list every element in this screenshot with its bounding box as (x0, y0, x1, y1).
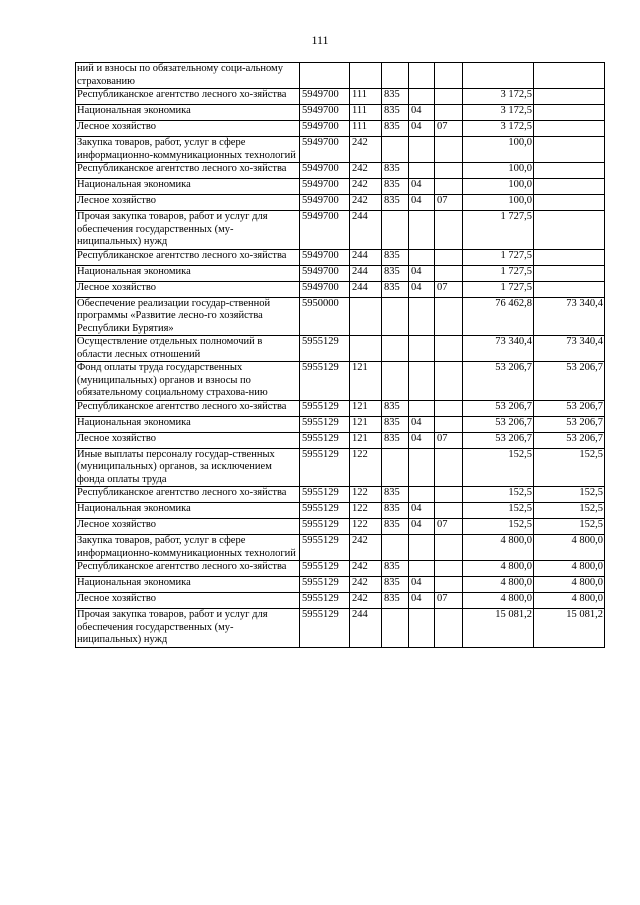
amount-year-1-cell: 53 206,7 (463, 432, 534, 448)
target-article-cell: 5955129 (300, 432, 350, 448)
amount-year-1-cell: 1 727,5 (463, 281, 534, 297)
table-row (76, 297, 605, 336)
subsection-code-cell (435, 577, 463, 593)
expense-type-cell: 242 (350, 535, 382, 561)
expense-name-cell: Национальная экономика (76, 105, 300, 121)
expense-name-cell: Осуществление отдельных полномочий в области лесных отношений (76, 336, 300, 362)
table-row (76, 487, 605, 503)
expense-name-cell: Республиканское агентство лесного хо-зяйства (76, 249, 300, 265)
expense-type-cell: 242 (350, 163, 382, 179)
administrator-code-cell (382, 137, 409, 163)
expense-name-cell: Республиканское агентство лесного хо-зяйства (76, 89, 300, 105)
target-article-cell: 5949700 (300, 281, 350, 297)
target-article-cell: 5955129 (300, 416, 350, 432)
section-code-cell (409, 297, 435, 336)
administrator-code-cell: 835 (382, 163, 409, 179)
table-row (76, 336, 605, 362)
amount-year-2-cell: 4 800,0 (534, 577, 605, 593)
section-code-cell (409, 609, 435, 648)
amount-year-1-cell: 100,0 (463, 195, 534, 211)
expense-type-cell: 242 (350, 137, 382, 163)
administrator-code-cell: 835 (382, 577, 409, 593)
amount-year-2-cell: 53 206,7 (534, 416, 605, 432)
amount-year-2-cell: 73 340,4 (534, 336, 605, 362)
target-article-cell: 5949700 (300, 179, 350, 195)
section-code-cell: 04 (409, 593, 435, 609)
administrator-code-cell: 835 (382, 249, 409, 265)
target-article-cell: 5955129 (300, 362, 350, 401)
expense-type-cell: 242 (350, 195, 382, 211)
table-row (76, 535, 605, 561)
expense-type-cell: 121 (350, 362, 382, 401)
administrator-code-cell: 835 (382, 503, 409, 519)
table-row (76, 211, 605, 250)
subsection-code-cell (435, 503, 463, 519)
amount-year-1-cell: 76 462,8 (463, 297, 534, 336)
target-article-cell: 5955129 (300, 593, 350, 609)
administrator-code-cell (382, 609, 409, 648)
table-row (76, 448, 605, 487)
amount-year-1-cell: 15 081,2 (463, 609, 534, 648)
subsection-code-cell (435, 535, 463, 561)
expense-type-cell: 242 (350, 179, 382, 195)
subsection-code-cell (435, 561, 463, 577)
amount-year-2-cell (534, 265, 605, 281)
table-row (76, 432, 605, 448)
amount-year-2-cell (534, 163, 605, 179)
amount-year-1-cell: 152,5 (463, 487, 534, 503)
expense-name-cell: Национальная экономика (76, 577, 300, 593)
section-code-cell (409, 400, 435, 416)
subsection-code-cell: 07 (435, 121, 463, 137)
expense-name-cell: Лесное хозяйство (76, 432, 300, 448)
amount-year-1-cell: 3 172,5 (463, 89, 534, 105)
table-row (76, 89, 605, 105)
administrator-code-cell: 835 (382, 519, 409, 535)
administrator-code-cell: 835 (382, 561, 409, 577)
subsection-code-cell (435, 163, 463, 179)
expense-type-cell: 121 (350, 400, 382, 416)
section-code-cell: 04 (409, 519, 435, 535)
expense-name-cell: Иные выплаты персоналу государ-ственных (муниципальных) органов, за исключением фонда оплаты труда (76, 448, 300, 487)
table-row (76, 281, 605, 297)
expense-name-cell: Лесное хозяйство (76, 121, 300, 137)
amount-year-2-cell: 4 800,0 (534, 593, 605, 609)
expense-type-cell: 122 (350, 448, 382, 487)
expense-type-cell (350, 63, 382, 89)
amount-year-1-cell: 1 727,5 (463, 211, 534, 250)
amount-year-2-cell (534, 121, 605, 137)
administrator-code-cell (382, 535, 409, 561)
expense-name-cell: Республиканское агентство лесного хо-зяйства (76, 400, 300, 416)
expense-type-cell: 242 (350, 561, 382, 577)
expense-name-cell: Лесное хозяйство (76, 281, 300, 297)
table-row (76, 121, 605, 137)
target-article-cell: 5955129 (300, 519, 350, 535)
target-article-cell: 5955129 (300, 535, 350, 561)
section-code-cell: 04 (409, 105, 435, 121)
administrator-code-cell: 835 (382, 416, 409, 432)
amount-year-2-cell: 152,5 (534, 519, 605, 535)
expense-type-cell: 111 (350, 89, 382, 105)
subsection-code-cell: 07 (435, 593, 463, 609)
amount-year-1-cell: 53 206,7 (463, 400, 534, 416)
expense-name-cell: Лесное хозяйство (76, 593, 300, 609)
target-article-cell: 5955129 (300, 561, 350, 577)
table-row (76, 400, 605, 416)
administrator-code-cell: 835 (382, 195, 409, 211)
target-article-cell: 5949700 (300, 211, 350, 250)
subsection-code-cell (435, 448, 463, 487)
section-code-cell (409, 163, 435, 179)
table-row (76, 265, 605, 281)
administrator-code-cell (382, 362, 409, 401)
amount-year-2-cell (534, 249, 605, 265)
section-code-cell: 04 (409, 503, 435, 519)
expense-name-cell: Лесное хозяйство (76, 519, 300, 535)
table-row (76, 105, 605, 121)
target-article-cell: 5955129 (300, 487, 350, 503)
target-article-cell: 5949700 (300, 195, 350, 211)
amount-year-2-cell: 4 800,0 (534, 535, 605, 561)
expense-type-cell: 244 (350, 265, 382, 281)
expense-type-cell: 244 (350, 249, 382, 265)
subsection-code-cell: 07 (435, 281, 463, 297)
amount-year-1-cell: 53 206,7 (463, 362, 534, 401)
expense-name-cell: Закупка товаров, работ, услуг в сфере информационно-коммуникационных технологий (76, 535, 300, 561)
target-article-cell: 5955129 (300, 503, 350, 519)
subsection-code-cell (435, 400, 463, 416)
amount-year-2-cell (534, 179, 605, 195)
amount-year-2-cell: 15 081,2 (534, 609, 605, 648)
expense-type-cell: 122 (350, 487, 382, 503)
table-row (76, 503, 605, 519)
section-code-cell (409, 362, 435, 401)
expense-name-cell: Закупка товаров, работ, услуг в сфере информационно-коммуникационных технологий (76, 137, 300, 163)
subsection-code-cell (435, 137, 463, 163)
table-row (76, 195, 605, 211)
table-row (76, 137, 605, 163)
section-code-cell (409, 89, 435, 105)
expense-type-cell (350, 297, 382, 336)
amount-year-1-cell (463, 63, 534, 89)
amount-year-2-cell (534, 137, 605, 163)
section-code-cell: 04 (409, 577, 435, 593)
administrator-code-cell: 835 (382, 593, 409, 609)
target-article-cell: 5955129 (300, 400, 350, 416)
amount-year-1-cell: 4 800,0 (463, 535, 534, 561)
expense-name-cell: Прочая закупка товаров, работ и услуг для обеспечения государственных (му-ниципальных) нужд (76, 609, 300, 648)
amount-year-2-cell (534, 281, 605, 297)
amount-year-1-cell: 3 172,5 (463, 121, 534, 137)
table-row (76, 63, 605, 89)
target-article-cell: 5955129 (300, 577, 350, 593)
table-body (76, 63, 605, 648)
expense-type-cell: 111 (350, 121, 382, 137)
amount-year-2-cell (534, 89, 605, 105)
subsection-code-cell: 07 (435, 519, 463, 535)
expense-type-cell: 244 (350, 281, 382, 297)
section-code-cell (409, 137, 435, 163)
target-article-cell: 5955129 (300, 609, 350, 648)
administrator-code-cell: 835 (382, 432, 409, 448)
amount-year-2-cell: 152,5 (534, 448, 605, 487)
amount-year-1-cell: 152,5 (463, 448, 534, 487)
subsection-code-cell (435, 609, 463, 648)
amount-year-1-cell: 100,0 (463, 137, 534, 163)
table-row (76, 163, 605, 179)
subsection-code-cell (435, 336, 463, 362)
section-code-cell (409, 487, 435, 503)
subsection-code-cell: 07 (435, 432, 463, 448)
subsection-code-cell (435, 211, 463, 250)
page-number: 111 (311, 33, 329, 47)
amount-year-1-cell: 3 172,5 (463, 105, 534, 121)
expense-name-cell: Национальная экономика (76, 265, 300, 281)
subsection-code-cell (435, 179, 463, 195)
amount-year-2-cell: 152,5 (534, 503, 605, 519)
section-code-cell (409, 535, 435, 561)
administrator-code-cell (382, 336, 409, 362)
subsection-code-cell (435, 265, 463, 281)
expense-type-cell: 244 (350, 609, 382, 648)
expense-name-cell: ний и взносы по обязательному соци-альному страхованию (76, 63, 300, 89)
administrator-code-cell: 835 (382, 121, 409, 137)
amount-year-2-cell (534, 105, 605, 121)
table-row (76, 249, 605, 265)
table-row (76, 577, 605, 593)
administrator-code-cell (382, 297, 409, 336)
amount-year-1-cell: 152,5 (463, 503, 534, 519)
amount-year-1-cell: 1 727,5 (463, 265, 534, 281)
amount-year-2-cell: 73 340,4 (534, 297, 605, 336)
subsection-code-cell (435, 362, 463, 401)
expense-type-cell: 122 (350, 503, 382, 519)
section-code-cell (409, 448, 435, 487)
table-row (76, 609, 605, 648)
expense-type-cell: 111 (350, 105, 382, 121)
target-article-cell: 5949700 (300, 249, 350, 265)
expense-type-cell (350, 336, 382, 362)
administrator-code-cell: 835 (382, 265, 409, 281)
amount-year-2-cell: 53 206,7 (534, 432, 605, 448)
expense-name-cell: Республиканское агентство лесного хо-зяйства (76, 487, 300, 503)
administrator-code-cell: 835 (382, 179, 409, 195)
amount-year-1-cell: 152,5 (463, 519, 534, 535)
table-row (76, 362, 605, 401)
section-code-cell (409, 63, 435, 89)
administrator-code-cell: 835 (382, 89, 409, 105)
administrator-code-cell: 835 (382, 281, 409, 297)
table-row (76, 593, 605, 609)
amount-year-1-cell: 73 340,4 (463, 336, 534, 362)
subsection-code-cell (435, 487, 463, 503)
expense-type-cell: 242 (350, 593, 382, 609)
target-article-cell: 5949700 (300, 137, 350, 163)
expense-name-cell: Обеспечение реализации государ-ственной программы «Развитие лесно-го хозяйства Республики Бурятия» (76, 297, 300, 336)
administrator-code-cell: 835 (382, 400, 409, 416)
expense-name-cell: Лесное хозяйство (76, 195, 300, 211)
expense-type-cell: 122 (350, 519, 382, 535)
expense-name-cell: Прочая закупка товаров, работ и услуг для обеспечения государственных (му-ниципальных) нужд (76, 211, 300, 250)
subsection-code-cell (435, 63, 463, 89)
section-code-cell: 04 (409, 416, 435, 432)
table-row (76, 416, 605, 432)
administrator-code-cell: 835 (382, 487, 409, 503)
section-code-cell: 04 (409, 195, 435, 211)
amount-year-1-cell: 100,0 (463, 163, 534, 179)
amount-year-1-cell: 4 800,0 (463, 577, 534, 593)
subsection-code-cell: 07 (435, 195, 463, 211)
amount-year-2-cell: 4 800,0 (534, 561, 605, 577)
administrator-code-cell (382, 448, 409, 487)
administrator-code-cell (382, 63, 409, 89)
expense-type-cell: 242 (350, 577, 382, 593)
expense-name-cell: Национальная экономика (76, 179, 300, 195)
target-article-cell: 5949700 (300, 121, 350, 137)
section-code-cell: 04 (409, 432, 435, 448)
target-article-cell: 5950000 (300, 297, 350, 336)
expense-name-cell: Национальная экономика (76, 416, 300, 432)
amount-year-2-cell: 53 206,7 (534, 400, 605, 416)
expense-name-cell: Национальная экономика (76, 503, 300, 519)
section-code-cell: 04 (409, 121, 435, 137)
expense-type-cell: 121 (350, 416, 382, 432)
amount-year-1-cell: 4 800,0 (463, 561, 534, 577)
amount-year-1-cell: 4 800,0 (463, 593, 534, 609)
expense-name-cell: Фонд оплаты труда государственных (муниципальных) органов и взносы по обязательному социальному страхова-нию (76, 362, 300, 401)
expense-name-cell: Республиканское агентство лесного хо-зяйства (76, 163, 300, 179)
amount-year-2-cell (534, 63, 605, 89)
expense-name-cell: Республиканское агентство лесного хо-зяйства (76, 561, 300, 577)
subsection-code-cell (435, 297, 463, 336)
amount-year-1-cell: 53 206,7 (463, 416, 534, 432)
table-row (76, 519, 605, 535)
section-code-cell (409, 211, 435, 250)
target-article-cell: 5955129 (300, 336, 350, 362)
section-code-cell (409, 336, 435, 362)
section-code-cell: 04 (409, 281, 435, 297)
expense-type-cell: 244 (350, 211, 382, 250)
target-article-cell: 5949700 (300, 265, 350, 281)
amount-year-2-cell: 53 206,7 (534, 362, 605, 401)
amount-year-2-cell (534, 211, 605, 250)
subsection-code-cell (435, 416, 463, 432)
section-code-cell (409, 561, 435, 577)
amount-year-2-cell (534, 195, 605, 211)
section-code-cell: 04 (409, 179, 435, 195)
budget-table (75, 62, 605, 648)
amount-year-1-cell: 1 727,5 (463, 249, 534, 265)
subsection-code-cell (435, 105, 463, 121)
section-code-cell: 04 (409, 265, 435, 281)
target-article-cell (300, 63, 350, 89)
target-article-cell: 5949700 (300, 89, 350, 105)
expense-type-cell: 121 (350, 432, 382, 448)
amount-year-2-cell: 152,5 (534, 487, 605, 503)
target-article-cell: 5949700 (300, 163, 350, 179)
administrator-code-cell: 835 (382, 105, 409, 121)
table-row (76, 179, 605, 195)
target-article-cell: 5955129 (300, 448, 350, 487)
subsection-code-cell (435, 249, 463, 265)
section-code-cell (409, 249, 435, 265)
amount-year-1-cell: 100,0 (463, 179, 534, 195)
target-article-cell: 5949700 (300, 105, 350, 121)
subsection-code-cell (435, 89, 463, 105)
administrator-code-cell (382, 211, 409, 250)
table-row (76, 561, 605, 577)
